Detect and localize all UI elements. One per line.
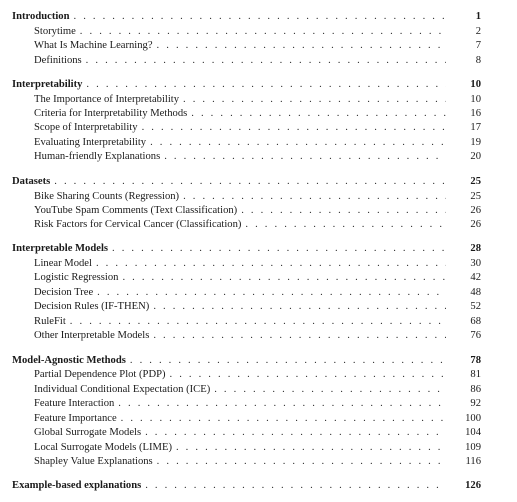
toc-chapter[interactable] [0,175,517,189]
toc-section[interactable] [0,383,517,397]
toc-section[interactable] [0,368,517,382]
chapter-title: Interpretability [12,79,83,90]
toc-section[interactable] [0,54,517,68]
page-number: 25 [470,176,481,187]
page-number: 2 [475,26,481,37]
section-title: Storytime [34,26,76,37]
chapter-title: Interpretable Models [12,243,109,254]
dot-leader [145,479,446,493]
section-title: Decision Tree [34,287,94,298]
page-number: 1 [475,11,481,22]
dot-leader [153,329,446,343]
page-number: 30 [470,258,481,269]
toc-section[interactable] [0,441,517,455]
page-number: 100 [465,413,481,424]
toc-chapter[interactable] [0,242,517,256]
page-number: 86 [470,384,481,395]
toc-section[interactable] [0,190,517,204]
toc-section[interactable] [0,150,517,164]
page-number: 76 [470,330,481,341]
dot-leader [164,150,446,164]
page-number: 81 [470,369,481,380]
dot-leader [183,190,446,204]
toc-section[interactable] [0,39,517,53]
page-number: 10 [470,79,481,90]
page-number: 26 [470,219,481,230]
dot-leader [245,218,446,232]
dot-leader [157,455,446,469]
page-number: 17 [470,122,481,133]
page-number: 8 [475,55,481,66]
chapter-title: Example-based explanations [12,480,142,491]
page-number: 116 [465,456,481,467]
section-title: Human-friendly Explanations [34,151,161,162]
toc-chapter[interactable] [0,479,517,493]
toc-section[interactable] [0,286,517,300]
section-title: RuleFit [34,316,66,327]
dot-leader [96,257,446,271]
toc-section[interactable] [0,257,517,271]
toc-section[interactable] [0,93,517,107]
dot-leader [74,10,447,24]
chapter-title: Introduction [12,11,70,22]
toc-section[interactable] [0,271,517,285]
section-title: Partial Dependence Plot (PDP) [34,369,166,380]
toc-section[interactable] [0,107,517,121]
section-title: Risk Factors for Cervical Cancer (Classification) [34,219,242,230]
toc-section[interactable] [0,412,517,426]
page-number: 42 [470,272,481,283]
toc-section[interactable] [0,218,517,232]
section-title: Definitions [34,55,82,66]
dot-leader [86,54,446,68]
section-title: Logistic Regression [34,272,119,283]
section-title: Global Surrogate Models [34,427,142,438]
page-number: 104 [465,427,481,438]
section-title: Linear Model [34,258,92,269]
toc-section[interactable] [0,300,517,314]
dot-leader [80,25,446,39]
page-number: 92 [470,398,481,409]
section-title: Evaluating Interpretability [34,137,147,148]
dot-leader [191,107,446,121]
page-number: 126 [465,480,481,491]
toc-section[interactable] [0,204,517,218]
page-number: 52 [470,301,481,312]
section-title: Other Interpretable Models [34,330,150,341]
page-number: 28 [470,243,481,254]
page-number: 109 [465,442,481,453]
toc-section[interactable] [0,121,517,135]
section-title: Bike Sharing Counts (Regression) [34,191,180,202]
dot-leader [142,121,446,135]
chapter-title: Model-Agnostic Methods [12,355,126,366]
dot-leader [153,300,446,314]
toc-chapter[interactable] [0,10,517,24]
dot-leader [112,242,446,256]
dot-leader [176,441,446,455]
section-title: Scope of Interpretability [34,122,138,133]
section-title: Feature Interaction [34,398,115,409]
page-number: 19 [470,137,481,148]
page-number: 20 [470,151,481,162]
dot-leader [150,136,446,150]
dot-leader [54,175,446,189]
section-title: Local Surrogate Models (LIME) [34,442,172,453]
dot-leader [157,39,446,53]
page-number: 26 [470,205,481,216]
section-title: Decision Rules (IF-THEN) [34,301,150,312]
dot-leader [145,426,446,440]
dot-leader [183,93,446,107]
dot-leader [121,412,446,426]
page-number: 48 [470,287,481,298]
toc-section[interactable] [0,329,517,343]
section-title: The Importance of Interpretability [34,94,180,105]
page-number: 10 [470,94,481,105]
section-title: YouTube Spam Comments (Text Classification) [34,205,238,216]
chapter-title: Datasets [12,176,51,187]
toc-section[interactable] [0,315,517,329]
dot-leader [130,354,446,368]
toc-section[interactable] [0,426,517,440]
section-title: Individual Conditional Expectation (ICE) [34,384,211,395]
dot-leader [122,271,446,285]
page-number: 16 [470,108,481,119]
toc-section[interactable] [0,455,517,469]
dot-leader [86,78,446,92]
dot-leader [170,368,446,382]
page-number: 78 [470,355,481,366]
toc-section[interactable] [0,136,517,150]
dot-leader [241,204,446,218]
section-title: Shapley Value Explanations [34,456,153,467]
page-number: 7 [475,40,481,51]
page-number: 68 [470,316,481,327]
section-title: What Is Machine Learning? [34,40,153,51]
toc-chapter[interactable] [0,354,517,368]
dot-leader [70,315,446,329]
toc-chapter[interactable] [0,78,517,92]
toc-section[interactable] [0,397,517,411]
section-title: Criteria for Interpretability Methods [34,108,188,119]
dot-leader [214,383,446,397]
dot-leader [97,286,446,300]
toc-section[interactable] [0,25,517,39]
page-number: 25 [470,191,481,202]
dot-leader [118,397,446,411]
section-title: Feature Importance [34,413,117,424]
